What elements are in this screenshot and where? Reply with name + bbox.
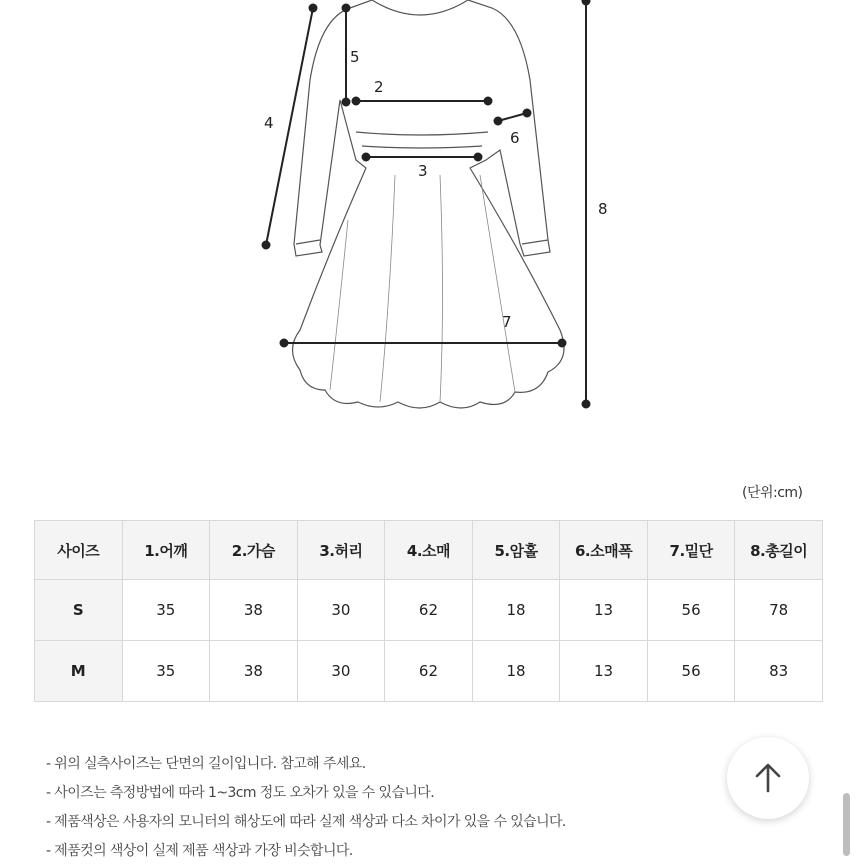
table-row [35, 580, 823, 641]
diagram-label-2: 2 [374, 78, 384, 96]
note-item: - 제품컷의 색상이 실제 제품 색상과 가장 비슷합니다. [46, 843, 353, 859]
table-cell: M [35, 641, 123, 702]
header-cell-hem: 7.밑단 [647, 521, 735, 580]
header-cell-armhole: 5.암홀 [472, 521, 560, 580]
unit-label: (단위:cm) [742, 485, 803, 501]
table-cell: 38 [210, 580, 298, 641]
table-cell: 18 [472, 580, 560, 641]
table-cell: 18 [472, 641, 560, 702]
table-cell: S [35, 580, 123, 641]
diagram-label-5: 5 [350, 48, 360, 66]
table-cell: 13 [560, 580, 648, 641]
table-cell: 35 [122, 580, 210, 641]
note-item: - 위의 실측사이즈는 단면의 길이입니다. 참고해 주세요. [46, 756, 366, 772]
header-cell-total-length: 8.총길이 [735, 521, 823, 580]
header-cell-sleeve-width: 6.소매폭 [560, 521, 648, 580]
table-cell: 30 [297, 580, 385, 641]
table-row [35, 641, 823, 702]
note-item: - 제품색상은 사용자의 모니터의 해상도에 따라 실제 색상과 다소 차이가 있을 수 있습니다. [46, 814, 566, 830]
table-cell: 35 [122, 641, 210, 702]
header-cell-chest: 2.가슴 [210, 521, 298, 580]
table-cell: 83 [735, 641, 823, 702]
table-cell: 56 [647, 641, 735, 702]
header-cell-size: 사이즈 [35, 521, 123, 580]
diagram-label-6: 6 [510, 129, 520, 147]
arrow-up-icon [753, 762, 783, 794]
notes-list [46, 750, 566, 866]
scroll-to-top-button[interactable] [727, 737, 809, 819]
table-cell: 56 [647, 580, 735, 641]
note-item: - 사이즈는 측정방법에 따라 1~3cm 정도 오차가 있을 수 있습니다. [46, 785, 435, 801]
table-cell: 30 [297, 641, 385, 702]
diagram-label-3: 3 [418, 162, 428, 180]
table-cell: 38 [210, 641, 298, 702]
header-cell-waist: 3.허리 [297, 521, 385, 580]
size-table [34, 520, 823, 702]
diagram-label-7: 7 [502, 313, 512, 331]
header-cell-sleeve: 4.소매 [385, 521, 473, 580]
table-header-row [35, 521, 823, 580]
diagram-label-4: 4 [264, 114, 274, 132]
table-cell: 78 [735, 580, 823, 641]
header-cell-shoulder: 1.어깨 [122, 521, 210, 580]
table-cell: 13 [560, 641, 648, 702]
table-cell: 62 [385, 641, 473, 702]
scrollbar-thumb[interactable] [843, 793, 850, 856]
diagram-label-8: 8 [598, 200, 608, 218]
table-cell: 62 [385, 580, 473, 641]
dress-outline [293, 0, 565, 408]
